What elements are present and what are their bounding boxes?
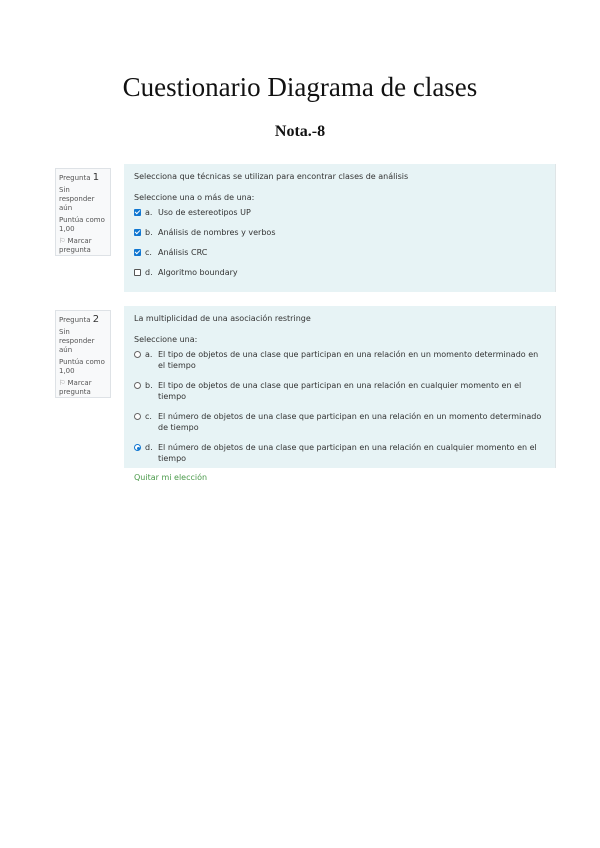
question-1-option-d[interactable]: d. Algoritmo boundary (134, 267, 546, 278)
question-1-border (555, 164, 556, 292)
radio-unchecked-icon[interactable] (134, 351, 141, 358)
document-title: Cuestionario Diagrama de clases (122, 72, 478, 102)
question-2-instruction: Seleccione una: (134, 335, 198, 344)
question-2-option-a[interactable]: a. El tipo de objetos de una clase que participan en una relación en un momento determinado en el tiempo (134, 349, 546, 371)
question-2-number: Pregunta 2 (59, 314, 100, 325)
question-1-score: Puntúa como 1,00 (59, 216, 105, 233)
question-1-content (124, 164, 556, 292)
flag-label: Marcar pregunta (59, 379, 92, 396)
question-1-option-c[interactable]: c. Análisis CRC (134, 247, 546, 258)
document-subtitle: Nota.-8 (274, 123, 326, 140)
flag-icon: ⚐ (59, 237, 66, 245)
radio-unchecked-icon[interactable] (134, 382, 141, 389)
flag-icon: ⚐ (59, 379, 66, 387)
question-2-info (55, 310, 111, 398)
flag-label: Marcar pregunta (59, 237, 92, 254)
question-1-info (55, 168, 111, 256)
radio-unchecked-icon[interactable] (134, 413, 141, 420)
question-1-status: Sin responder aún (59, 186, 95, 212)
checkbox-unchecked-icon[interactable] (134, 269, 141, 276)
clear-choice-link[interactable]: Quitar mi elección (134, 473, 208, 482)
question-1-number: Pregunta 1 (59, 172, 100, 183)
question-2-text: La multiplicidad de una asociación restringe (134, 314, 311, 323)
question-1-text: Selecciona que técnicas se utilizan para encontrar clases de análisis (134, 172, 409, 181)
question-2-option-b[interactable]: b. El tipo de objetos de una clase que participan en una relación en cualquier momento en el tiempo (134, 380, 546, 402)
question-2-content (124, 306, 556, 482)
question-2-score: Puntúa como 1,00 (59, 358, 105, 375)
question-2-status: Sin responder aún (59, 328, 95, 354)
question-2-border (555, 306, 556, 468)
question-2-option-d[interactable]: d. El número de objetos de una clase que participan en una relación en cualquier momento en el tiempo (134, 442, 546, 464)
checkbox-checked-icon[interactable] (134, 229, 141, 236)
checkbox-checked-icon[interactable] (134, 209, 141, 216)
question-1-flag[interactable] (59, 237, 107, 255)
question-1-option-b[interactable]: b. Análisis de nombres y verbos (134, 227, 546, 238)
radio-checked-icon[interactable] (134, 444, 141, 451)
question-2-option-c[interactable]: c. El número de objetos de una clase que participan en una relación en un momento determinado de tiempo (134, 411, 546, 433)
question-1-option-a[interactable]: a. Uso de estereotipos UP (134, 207, 546, 218)
question-1-instruction: Seleccione una o más de una: (134, 193, 255, 202)
checkbox-checked-icon[interactable] (134, 249, 141, 256)
question-2-flag[interactable] (59, 379, 107, 397)
